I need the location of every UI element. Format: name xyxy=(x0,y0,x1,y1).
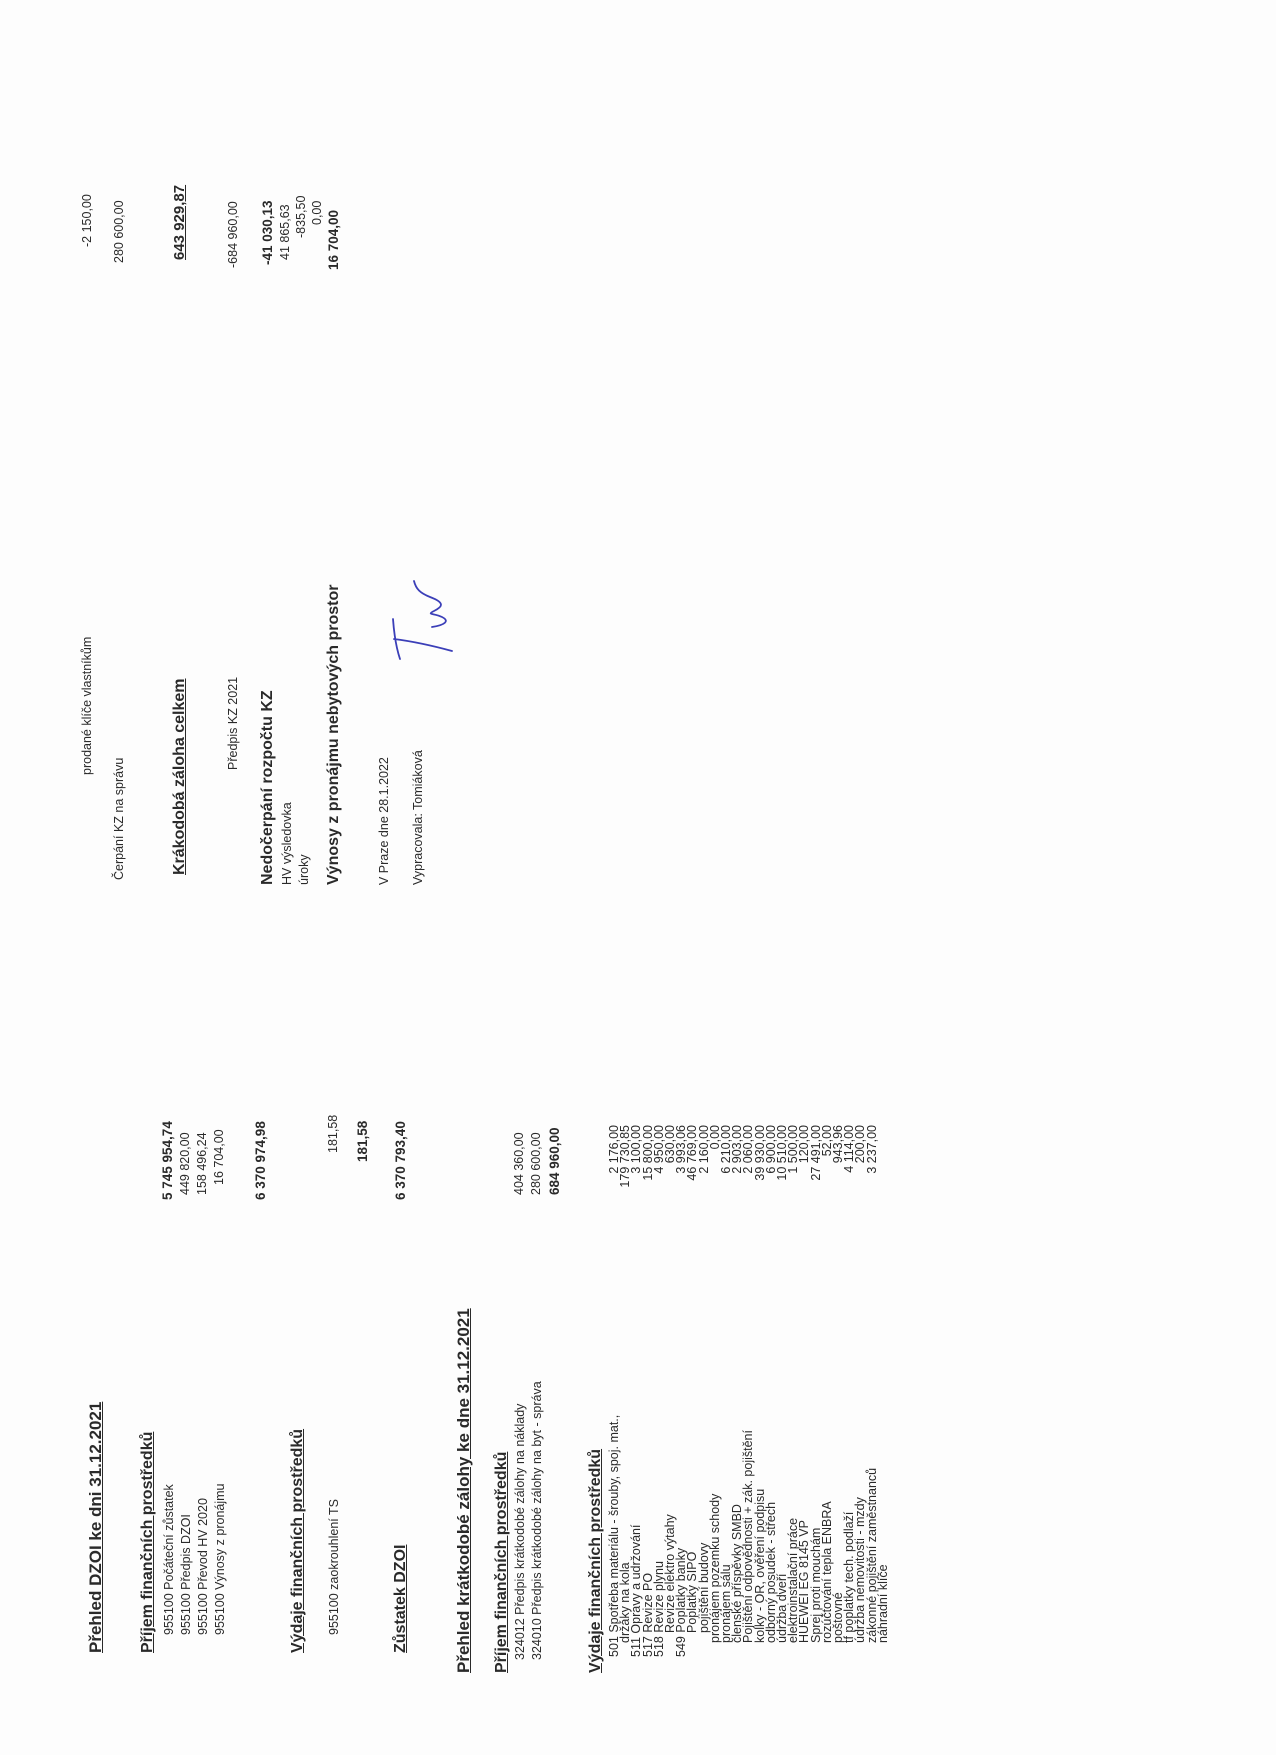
expense-value: 3 237,00 xyxy=(864,1125,879,1174)
kz-celkem-label: Krákodobá záloha celkem xyxy=(171,678,188,875)
row-label: 955100 Výnosy z pronájmu xyxy=(213,1483,227,1635)
expense-label: Poplatky SIPO xyxy=(685,1551,700,1633)
expense-label: odborný posudek - střech xyxy=(763,1501,778,1643)
expense-label: tf poplatky tech. podlaží xyxy=(842,1511,857,1643)
document-title: Přehled DZOI ke dni 31.12.2021 xyxy=(86,1401,105,1653)
start-total: 5 745 954,74 xyxy=(160,1121,175,1200)
row-label: 324010 Předpis krátkodobé zálohy na byt - správa xyxy=(530,1381,544,1660)
expense-label: náhradní klíče xyxy=(875,1564,890,1643)
date-line: V Praze dne 28.1.2022 xyxy=(377,757,391,885)
row-label: 955100 Předpis DZOI xyxy=(179,1514,193,1635)
expense-label: elektroinstalační práce xyxy=(786,1517,801,1643)
kz-prijem-total: 684 960,00 xyxy=(547,1127,562,1195)
expense-value: 179 730,85 xyxy=(618,1125,633,1188)
zustatek-value: 6 370 793,40 xyxy=(393,1121,408,1200)
nedocerpani-value: -41 030,13 xyxy=(260,200,275,265)
expense-label: zákonné pojištění zaměstnanců xyxy=(864,1467,879,1643)
expense-value: 39 930,00 xyxy=(752,1125,767,1181)
vynosy-value: 16 704,00 xyxy=(326,209,341,270)
expense-value: 46 769,00 xyxy=(685,1125,700,1181)
expense-value: 2 903,00 xyxy=(730,1125,745,1174)
row-label: HV výsledovka xyxy=(280,802,294,885)
expense-label: 518 Revize plynu xyxy=(651,1561,666,1657)
expense-value: 3 100,00 xyxy=(629,1125,644,1174)
expense-label: údržba dveří xyxy=(775,1573,789,1643)
kz-vydaje-heading: Výdaje finančních prostředků xyxy=(587,1448,604,1673)
expense-label: kolky - OR, ověření podpisu xyxy=(752,1488,767,1643)
expense-label: pronájem pozemku schody xyxy=(707,1493,722,1643)
row-value: 0,00 xyxy=(310,200,324,225)
row-label: 955100 zaokrouhlení TS xyxy=(327,1499,341,1635)
prijem-heading: Příjem finančních prostředků xyxy=(139,1431,156,1653)
prepared-by: Vypracovala: Tomiáková xyxy=(411,750,425,885)
expense-value: 3 993,06 xyxy=(674,1125,689,1174)
expense-label: pronájem sálu xyxy=(719,1564,733,1643)
row-value: -684 960,00 xyxy=(226,201,240,268)
row-label: 955100 Počáteční zůstatek xyxy=(162,1484,176,1635)
kz-prijem-heading: Příjem finančních prostředků xyxy=(493,1451,510,1673)
expense-value: 0,00 xyxy=(707,1125,722,1150)
row-value: 449 820,00 xyxy=(178,1132,192,1195)
signature xyxy=(390,572,460,667)
nedocerpani-label: Nedočerpání rozpočtu KZ xyxy=(259,690,276,885)
expense-value: 27 491,00 xyxy=(808,1125,823,1181)
row-label: úroky xyxy=(297,854,311,885)
expense-label: Pojištění odpovědnosti + zák. pojištění xyxy=(741,1430,756,1643)
expense-value: 200,00 xyxy=(853,1125,868,1164)
expense-value: 1 500,00 xyxy=(786,1125,801,1174)
expense-label: pojištění budovy xyxy=(696,1542,711,1633)
row-value: 280 600,00 xyxy=(112,200,126,263)
expense-label: 549 Poplatky banky xyxy=(674,1547,689,1657)
vydaje-heading: Výdaje finančních prostředků xyxy=(289,1428,306,1653)
kz-celkem-value: 643 929,87 xyxy=(171,184,188,260)
expense-label: členské příspěvky SMBD xyxy=(730,1504,745,1643)
expense-value: 630,00 xyxy=(663,1125,677,1164)
expense-label: Sprej proti mouchám xyxy=(808,1527,823,1643)
zustatek-label: Zůstatek DZOI xyxy=(392,1544,409,1653)
expense-value: 2 060,00 xyxy=(741,1125,756,1174)
expense-value: 4 114,00 xyxy=(842,1125,857,1173)
row-label: 955100 Převod HV 2020 xyxy=(196,1498,210,1635)
expense-value: 943,96 xyxy=(831,1125,845,1164)
expense-label: 517 Revize PO xyxy=(640,1572,655,1657)
vynosy-label: Výnosy z pronájmu nebytových prostor xyxy=(325,584,342,885)
expense-value: 52,00 xyxy=(819,1125,834,1157)
expense-label: poštovné xyxy=(831,1592,845,1643)
expense-label: Revize elektro výtahy xyxy=(663,1514,677,1633)
row-value: 181,58 xyxy=(326,1114,340,1153)
row-value: 41 865,63 xyxy=(278,204,292,260)
prijem-total: 6 370 974,98 xyxy=(253,1121,268,1200)
row-value: 158 496,24 xyxy=(195,1132,209,1195)
row-value: 280 600,00 xyxy=(529,1132,543,1195)
expense-label: údržba nemovitosti - mzdy xyxy=(853,1497,868,1643)
row-value: -2 150,00 xyxy=(80,194,94,247)
row-label: prodané klíče vlastníkům xyxy=(80,636,94,775)
row-label: Čerpání KZ na správu xyxy=(112,757,126,880)
expense-label: rozúčtování tepla ENBRA xyxy=(819,1501,834,1643)
vydaje-total: 181,58 xyxy=(355,1120,370,1162)
expense-label: HUEWEI EG 8145 VP xyxy=(797,1520,812,1643)
expense-label: držáky na kola xyxy=(618,1562,633,1643)
row-label: 324012 Předpis krátkodobé zálohy na náklady xyxy=(513,1403,527,1660)
row-value: 404 360,00 xyxy=(512,1132,526,1195)
expense-value: 6 210,00 xyxy=(719,1125,733,1174)
expense-label: 501 Spotřeba materiálu - šrouby, spoj. mat., xyxy=(607,1414,621,1657)
expense-label: 511 Opravy a udržování xyxy=(629,1524,644,1657)
row-value: -835,50 xyxy=(294,195,308,238)
expense-value: 6 900,00 xyxy=(763,1125,778,1174)
expense-value: 10 510,00 xyxy=(775,1125,789,1181)
kz-title: Přehled krátkodobé zálohy ke dne 31.12.2021 xyxy=(454,1308,473,1673)
expense-value: 15 800,00 xyxy=(640,1125,655,1181)
expense-value: 120,00 xyxy=(797,1125,812,1164)
expense-value: 4 950,00 xyxy=(651,1125,666,1174)
row-label: Předpis KZ 2021 xyxy=(226,676,240,770)
expense-value: 2 160,00 xyxy=(696,1125,711,1174)
expense-value: 2 176,00 xyxy=(607,1125,621,1174)
row-value: 16 704,00 xyxy=(212,1129,226,1185)
